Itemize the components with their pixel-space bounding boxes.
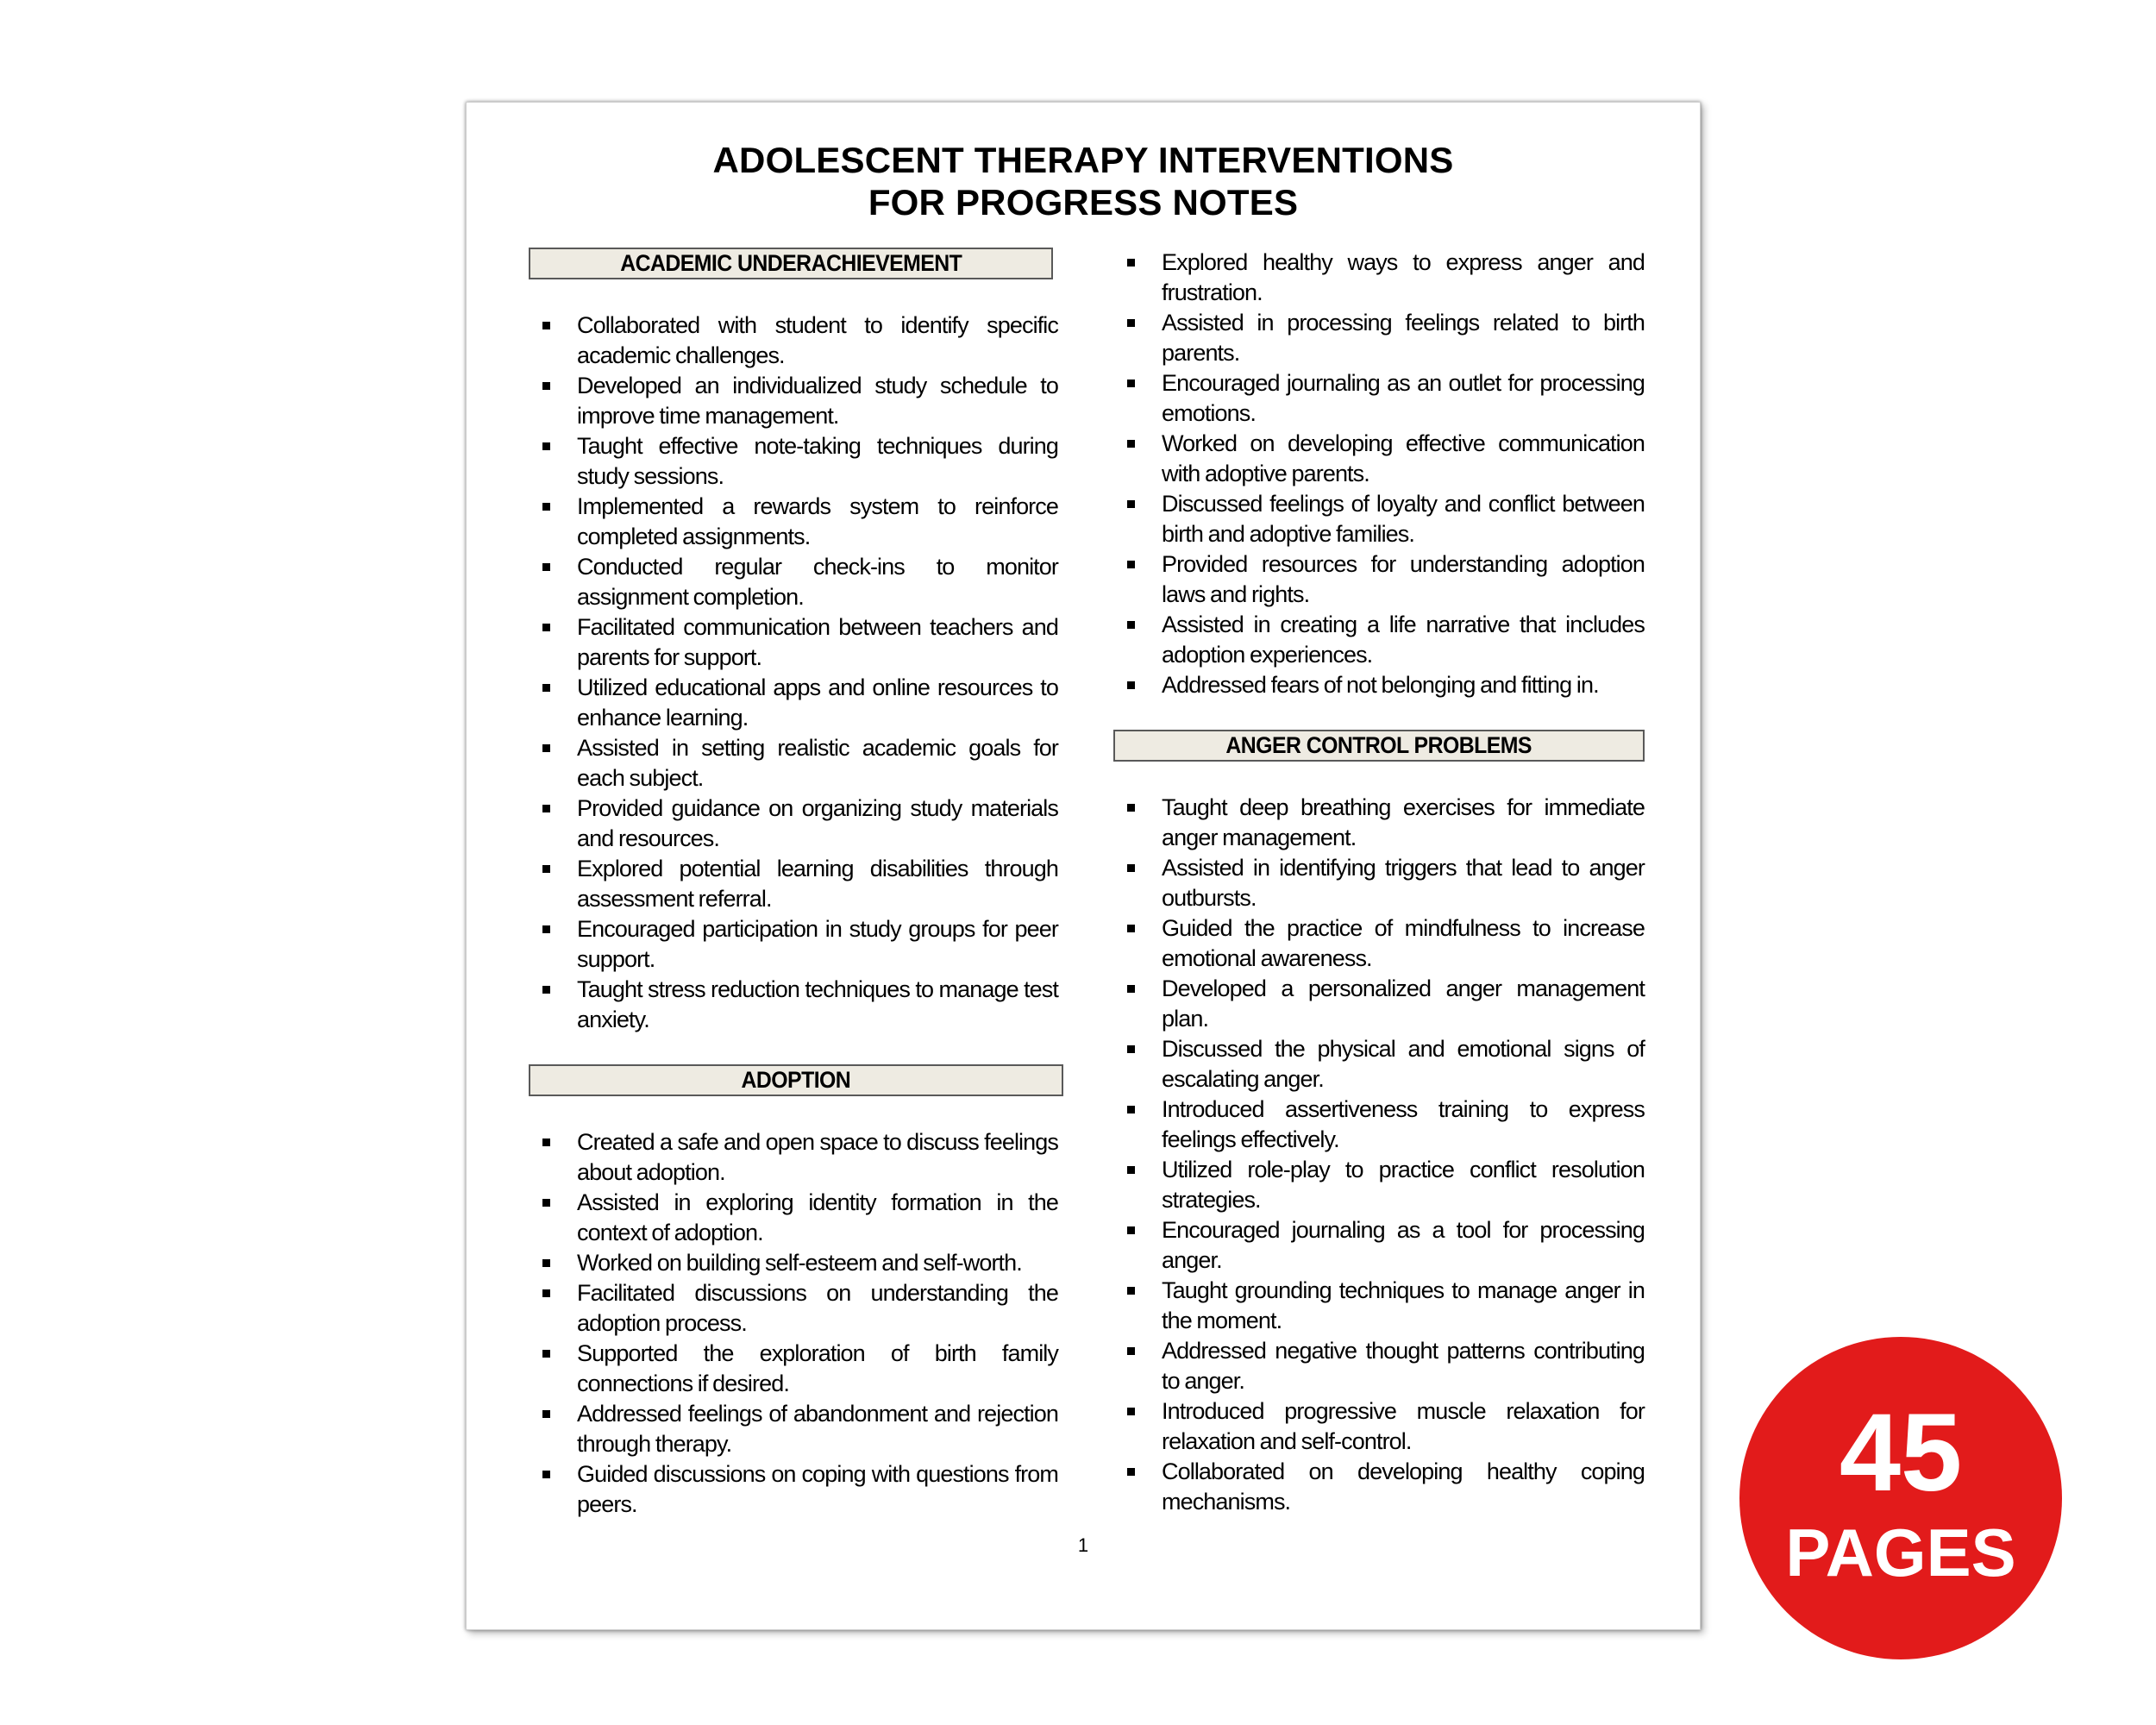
bullet-icon xyxy=(542,1259,550,1267)
list-item-text: Introduced progressive muscle relaxation for relaxation and self-control. xyxy=(1162,1398,1645,1454)
list-item xyxy=(1113,670,1657,700)
list-item xyxy=(1113,610,1657,670)
bullet-icon xyxy=(1127,500,1135,508)
bullet-icon xyxy=(542,1471,550,1478)
bullet-icon xyxy=(1127,440,1135,448)
bullet-icon xyxy=(1127,925,1135,932)
bullet-icon xyxy=(1127,1468,1135,1476)
bullet-icon xyxy=(1127,1106,1135,1113)
list-item xyxy=(529,794,1070,854)
list-item-text: Discussed the physical and emotional signs of escalating anger. xyxy=(1162,1036,1645,1092)
bullet-icon xyxy=(1127,1226,1135,1234)
anger-list xyxy=(1113,793,1657,1517)
academic-list xyxy=(529,310,1070,1035)
adoption-list xyxy=(529,1127,1070,1520)
right-column xyxy=(1113,248,1657,1517)
list-item-text: Collaborated with student to identify specific academic challenges. xyxy=(577,312,1058,368)
list-item xyxy=(1113,429,1657,489)
list-item xyxy=(529,673,1070,733)
bullet-icon xyxy=(542,624,550,631)
list-item-text: Worked on developing effective communication with adoptive parents. xyxy=(1162,430,1645,486)
list-item-text: Utilized role-play to practice conflict resolution strategies. xyxy=(1162,1157,1645,1213)
bullet-icon xyxy=(542,925,550,933)
list-item-text: Supported the exploration of birth family connections if desired. xyxy=(577,1340,1058,1396)
list-item xyxy=(529,310,1070,371)
bullet-icon xyxy=(542,503,550,511)
badge-number: 45 xyxy=(1839,1391,1963,1515)
list-item xyxy=(529,1188,1070,1248)
bullet-icon xyxy=(542,1138,550,1146)
list-item-text: Guided discussions on coping with questions from peers. xyxy=(577,1461,1058,1517)
list-item-text: Assisted in creating a life narrative that includes adoption experiences. xyxy=(1162,612,1645,668)
bullet-icon xyxy=(542,1199,550,1207)
title-line-1: ADOLESCENT THERAPY INTERVENTIONS xyxy=(712,140,1454,180)
list-item-text: Conducted regular check-ins to monitor assignment completion. xyxy=(577,554,1058,610)
bullet-icon xyxy=(542,684,550,692)
list-item xyxy=(529,552,1070,612)
bullet-icon xyxy=(542,1289,550,1297)
list-item xyxy=(529,612,1070,673)
list-item xyxy=(1113,549,1657,610)
title-line-2: FOR PROGRESS NOTES xyxy=(868,182,1299,223)
list-item xyxy=(529,1459,1070,1520)
list-item-text: Discussed feelings of loyalty and conflict between birth and adoptive families. xyxy=(1162,491,1645,547)
list-item-text: Addressed fears of not belonging and fitting in. xyxy=(1162,672,1599,698)
bullet-icon xyxy=(1127,681,1135,689)
list-item-text: Implemented a rewards system to reinforce completed assignments. xyxy=(577,493,1058,549)
list-item xyxy=(1113,853,1657,913)
list-item xyxy=(1113,1034,1657,1095)
bullet-icon xyxy=(1127,561,1135,568)
list-item xyxy=(529,371,1070,431)
bullet-icon xyxy=(1127,864,1135,872)
list-item-text: Assisted in processing feelings related to birth parents. xyxy=(1162,310,1645,366)
list-item xyxy=(1113,1396,1657,1457)
page-number: 1 xyxy=(1077,1534,1089,1556)
bullet-icon xyxy=(1127,804,1135,812)
document-page xyxy=(466,102,1701,1630)
bullet-icon xyxy=(1127,380,1135,387)
section-header-anger: ANGER CONTROL PROBLEMS xyxy=(1113,730,1645,762)
list-item-text: Facilitated communication between teachers and parents for support. xyxy=(577,614,1058,670)
bullet-icon xyxy=(542,986,550,994)
list-item-text: Assisted in identifying triggers that lead to anger outbursts. xyxy=(1162,855,1645,911)
list-item xyxy=(1113,913,1657,974)
list-item-text: Worked on building self-esteem and self-worth. xyxy=(577,1250,1022,1276)
list-item xyxy=(529,914,1070,975)
bullet-icon xyxy=(1127,985,1135,993)
list-item-text: Assisted in setting realistic academic goals for each subject. xyxy=(577,735,1058,791)
list-item-text: Utilized educational apps and online resources to enhance learning. xyxy=(577,674,1058,731)
bullet-icon xyxy=(1127,1045,1135,1053)
list-item-text: Addressed feelings of abandonment and rejection through therapy. xyxy=(577,1401,1058,1457)
section-header-adoption: ADOPTION xyxy=(529,1064,1063,1096)
left-column xyxy=(529,248,1070,1520)
list-item-text: Developed a personalized anger management plan. xyxy=(1162,975,1645,1032)
bullet-icon xyxy=(542,744,550,752)
list-item xyxy=(1113,1095,1657,1155)
list-item-text: Addressed negative thought patterns contributing to anger. xyxy=(1162,1338,1645,1394)
list-item xyxy=(529,1127,1070,1188)
list-item-text: Facilitated discussions on understanding the adoption process. xyxy=(577,1280,1058,1336)
list-item-text: Encouraged journaling as an outlet for processing emotions. xyxy=(1162,370,1645,426)
bullet-icon xyxy=(542,322,550,329)
list-item xyxy=(1113,1155,1657,1215)
list-item xyxy=(1113,1336,1657,1396)
adoption-continued-list xyxy=(1113,248,1657,700)
list-item xyxy=(1113,248,1657,308)
badge-label: PAGES xyxy=(1785,1515,2016,1590)
document-title xyxy=(467,139,1700,223)
list-item xyxy=(1113,308,1657,368)
list-item xyxy=(1113,368,1657,429)
list-item xyxy=(1113,793,1657,853)
list-item xyxy=(529,431,1070,492)
list-item-text: Guided the practice of mindfulness to increase emotional awareness. xyxy=(1162,915,1645,971)
list-item-text: Taught grounding techniques to manage anger in the moment. xyxy=(1162,1277,1645,1333)
list-item xyxy=(529,975,1070,1035)
list-item xyxy=(1113,1457,1657,1517)
list-item xyxy=(529,492,1070,552)
list-item xyxy=(529,733,1070,794)
bullet-icon xyxy=(542,805,550,812)
bullet-icon xyxy=(1127,1166,1135,1174)
list-item-text: Encouraged participation in study groups for peer support. xyxy=(577,916,1058,972)
bullet-icon xyxy=(542,1350,550,1358)
list-item-text: Encouraged journaling as a tool for processing anger. xyxy=(1162,1217,1645,1273)
list-item xyxy=(529,1399,1070,1459)
list-item-text: Introduced assertiveness training to express feelings effectively. xyxy=(1162,1096,1645,1152)
list-item-text: Taught deep breathing exercises for immediate anger management. xyxy=(1162,794,1645,850)
bullet-icon xyxy=(1127,319,1135,327)
list-item xyxy=(529,1278,1070,1339)
list-item xyxy=(529,854,1070,914)
list-item xyxy=(529,1339,1070,1399)
list-item-text: Taught effective note-taking techniques during study sessions. xyxy=(577,433,1058,489)
list-item-text: Explored healthy ways to express anger and frustration. xyxy=(1162,249,1645,305)
list-item-text: Provided resources for understanding adoption laws and rights. xyxy=(1162,551,1645,607)
list-item-text: Collaborated on developing healthy coping mechanisms. xyxy=(1162,1458,1645,1515)
bullet-icon xyxy=(1127,1347,1135,1355)
section-header-academic: ACADEMIC UNDERACHIEVEMENT xyxy=(529,248,1053,279)
bullet-icon xyxy=(1127,259,1135,267)
list-item xyxy=(1113,1215,1657,1276)
bullet-icon xyxy=(1127,1287,1135,1295)
bullet-icon xyxy=(1127,1408,1135,1415)
bullet-icon xyxy=(542,382,550,390)
list-item-text: Developed an individualized study schedule to improve time management. xyxy=(577,373,1058,429)
page-count-badge xyxy=(1739,1337,2062,1659)
bullet-icon xyxy=(1127,621,1135,629)
bullet-icon xyxy=(542,1410,550,1418)
list-item xyxy=(1113,489,1657,549)
bullet-icon xyxy=(542,865,550,873)
list-item-text: Created a safe and open space to discuss feelings about adoption. xyxy=(577,1129,1058,1185)
list-item-text: Explored potential learning disabilities through assessment referral. xyxy=(577,856,1058,912)
list-item xyxy=(1113,974,1657,1034)
list-item xyxy=(1113,1276,1657,1336)
list-item-text: Provided guidance on organizing study materials and resources. xyxy=(577,795,1058,851)
list-item-text: Taught stress reduction techniques to manage test anxiety. xyxy=(577,976,1058,1032)
list-item xyxy=(529,1248,1070,1278)
list-item-text: Assisted in exploring identity formation in the context of adoption. xyxy=(577,1189,1058,1245)
bullet-icon xyxy=(542,563,550,571)
bullet-icon xyxy=(542,442,550,450)
